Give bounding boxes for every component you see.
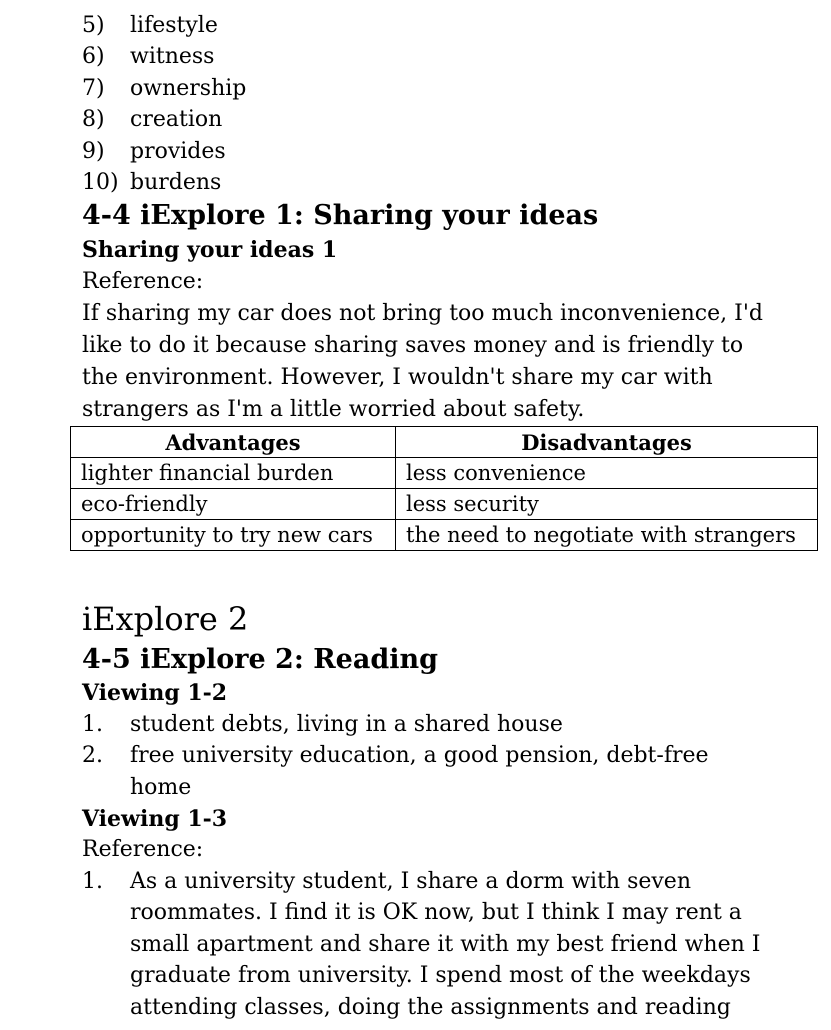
- list-item-continuation: home: [130, 775, 192, 800]
- list-item: 10) burdens: [82, 170, 222, 195]
- column-header: Disadvantages: [396, 427, 818, 458]
- table-cell: less convenience: [396, 458, 818, 489]
- table-cell: eco-friendly: [71, 489, 396, 520]
- list-item: 5) lifestyle: [82, 13, 218, 38]
- paragraph-line: attending classes, doing the assignments and reading: [130, 995, 731, 1020]
- list-item: 7) ownership: [82, 76, 247, 101]
- subheading: Viewing 1-2: [82, 680, 228, 706]
- paragraph-line: roommates. I find it is OK now, but I think I may rent a: [130, 900, 742, 925]
- section-title: iExplore 2: [82, 600, 249, 638]
- list-item: 6) witness: [82, 44, 215, 69]
- table-cell: the need to negotiate with strangers: [396, 520, 818, 551]
- table-cell: less security: [396, 489, 818, 520]
- comparison-table: [70, 426, 818, 551]
- column-header: Advantages: [71, 427, 396, 458]
- table-row: [71, 458, 818, 489]
- paragraph-line: If sharing my car does not bring too much inconvenience, I'd: [82, 301, 763, 326]
- table-cell: opportunity to try new cars: [71, 520, 396, 551]
- section-heading: 4-5 iExplore 2: Reading: [82, 644, 438, 675]
- reference-label: Reference:: [82, 837, 204, 862]
- list-item: 1. As a university student, I share a dorm with seven: [82, 869, 691, 894]
- section-heading: 4-4 iExplore 1: Sharing your ideas: [82, 200, 599, 231]
- list-item: 2. free university education, a good pension, debt-free: [82, 743, 709, 768]
- table-cell: lighter financial burden: [71, 458, 396, 489]
- list-item: 9) provides: [82, 139, 226, 164]
- list-item: 1. student debts, living in a shared house: [82, 712, 563, 737]
- paragraph-line: small apartment and share it with my best friend when I: [130, 932, 761, 957]
- paragraph-line: like to do it because sharing saves money and is friendly to: [82, 333, 744, 358]
- table-row: [71, 520, 818, 551]
- list-item: 8) creation: [82, 107, 223, 132]
- paragraph-line: graduate from university. I spend most of the weekdays: [130, 963, 751, 988]
- paragraph-line: strangers as I'm a little worried about safety.: [82, 397, 585, 422]
- paragraph-line: the environment. However, I wouldn't share my car with: [82, 365, 713, 390]
- subheading: Sharing your ideas 1: [82, 237, 338, 263]
- reference-label: Reference:: [82, 269, 204, 294]
- table-header-row: [71, 427, 818, 458]
- table-row: [71, 489, 818, 520]
- subheading: Viewing 1-3: [82, 806, 228, 832]
